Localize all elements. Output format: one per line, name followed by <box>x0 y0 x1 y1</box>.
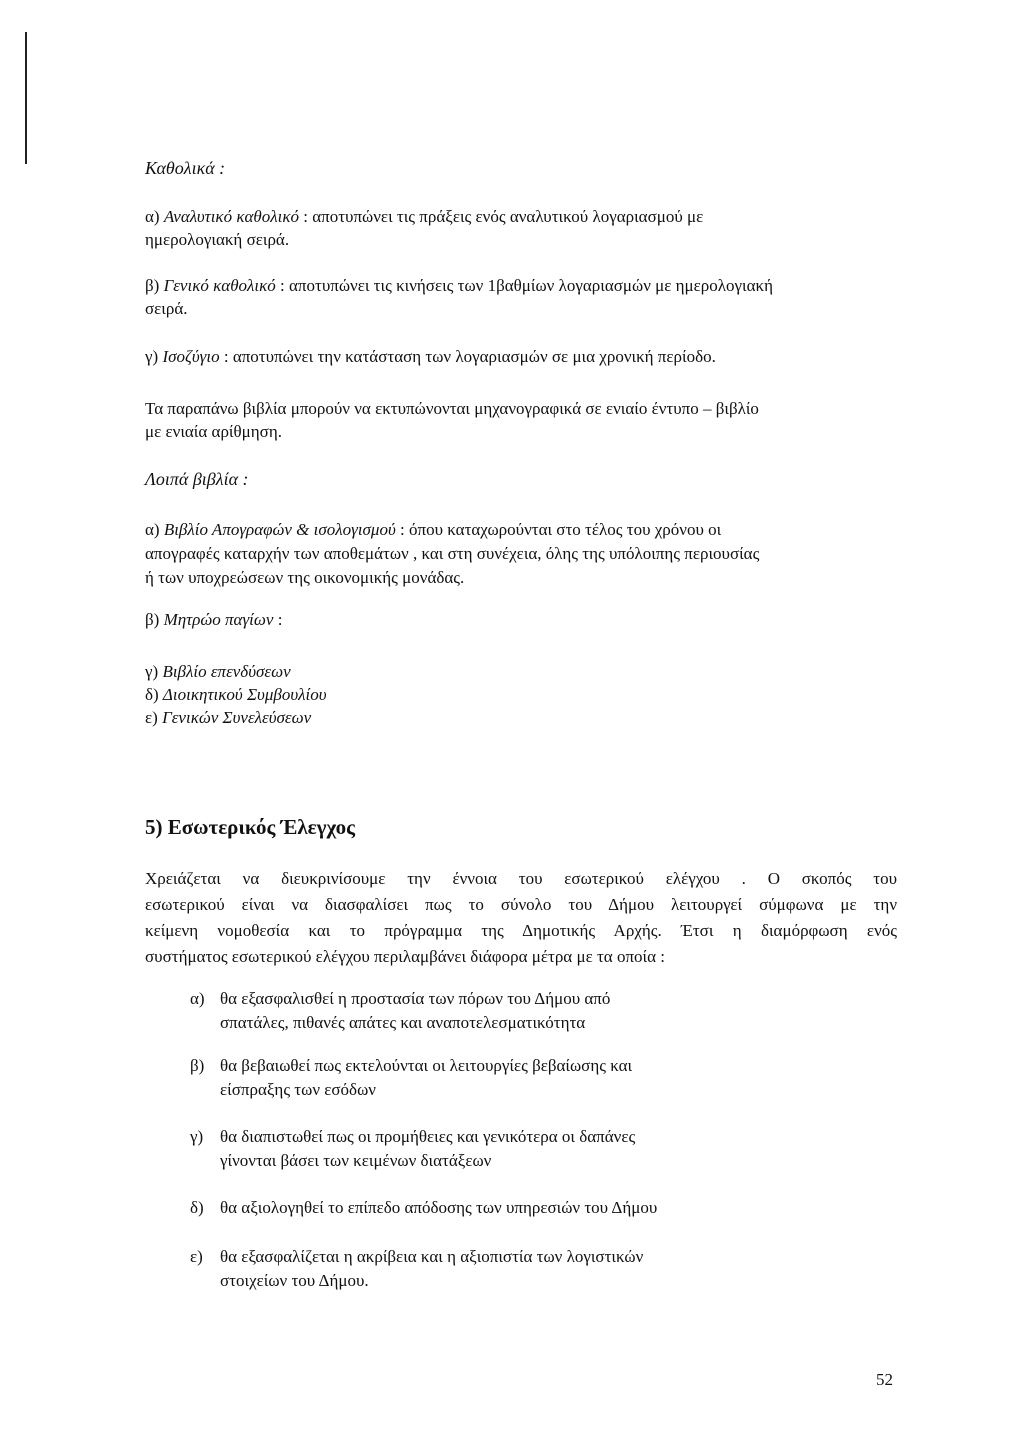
loipa-a-line3: ή των υποχρεώσεων της οικονομικής μονάδας. <box>145 568 465 587</box>
katholika-c-line1: γ) Ισοζύγιο : αποτυπώνει την κατάσταση των λογαριασμών σε μια χρονική περίοδο. <box>145 347 716 366</box>
section5-para-line: εσωτερικού είναι να διασφαλίσει πως το σύνολο του Δήμου λειτουργεί σύμφωνα με την <box>145 895 897 914</box>
loipa-d: δ) Διοικητικού Συμβουλίου <box>145 685 327 704</box>
list-item: είσπραξης των εσόδων <box>220 1080 376 1099</box>
katholika-a-line1: α) Αναλυτικό καθολικό : αποτυπώνει τις πράξεις ενός αναλυτικού λογαριασμού με <box>145 207 704 226</box>
list-item-prefix: ε) <box>190 1247 203 1266</box>
katholika-note-line1: Τα παραπάνω βιβλία μπορούν να εκτυπώνονται μηχανογραφικά σε ενιαίο έντυπο – βιβλίο <box>145 399 759 418</box>
margin-rule <box>25 32 27 164</box>
loipa-e: ε) Γενικών Συνελεύσεων <box>145 708 312 727</box>
section5-para-line: κείμενη νομοθεσία και το πρόγραμμα της Δημοτικής Αρχής. Έτσι η διαμόρφωση ενός <box>145 921 897 940</box>
katholika-note-line2: με ενιαία αρίθμηση. <box>145 422 282 441</box>
list-item: θα αξιολογηθεί το επίπεδο απόδοσης των υπηρεσιών του Δήμου <box>220 1198 658 1217</box>
list-item-prefix: γ) <box>190 1127 204 1146</box>
section5-paragraph <box>145 866 897 970</box>
katholika-a-line2: ημερολογιακή σειρά. <box>145 230 290 249</box>
list-item: θα εξασφαλίζεται η ακρίβεια και η αξιοπιστία των λογιστικών <box>220 1247 644 1266</box>
katholika-b-line2: σειρά. <box>145 299 188 318</box>
section5-para-line: συστήματος εσωτερικού ελέγχου περιλαμβάνει διάφορα μέτρα με τα οποία : <box>145 947 665 966</box>
section5-para-line: Χρειάζεται να διευκρινίσουμε την έννοια του εσωτερικού ελέγχου . Ο σκοπός του <box>145 869 897 888</box>
list-item: θα διαπιστωθεί πως οι προμήθειες και γενικότερα οι δαπάνες <box>220 1127 636 1146</box>
loipa-b: β) Μητρώο παγίων : <box>145 610 283 629</box>
list-item: γίνονται βάσει των κειμένων διατάξεων <box>220 1151 492 1170</box>
list-item: θα εξασφαλισθεί η προστασία των πόρων του Δήμου από <box>220 989 611 1008</box>
section5-title: 5) Εσωτερικός Έλεγχος <box>145 815 355 839</box>
list-item-prefix: β) <box>190 1056 205 1075</box>
loipa-c: γ) Βιβλίο επενδύσεων <box>145 662 291 681</box>
list-item: σπατάλες, πιθανές απάτες και αναποτελεσματικότητα <box>220 1013 586 1032</box>
katholika-heading: Καθολικά : <box>145 158 226 178</box>
list-item-prefix: δ) <box>190 1198 204 1217</box>
loipa-a-line2: απογραφές καταρχήν των αποθεμάτων , και στη συνέχεια, όλης της υπόλοιπης περιουσίας <box>145 544 760 563</box>
list-item-prefix: α) <box>190 989 205 1008</box>
page-number: 52 <box>876 1370 893 1389</box>
list-item: στοιχείων του Δήμου. <box>220 1271 369 1290</box>
list-item: θα βεβαιωθεί πως εκτελούνται οι λειτουργίες βεβαίωσης και <box>220 1056 633 1075</box>
loipa-a-line1: α) Βιβλίο Απογραφών & ισολογισμού : όπου καταχωρούνται στο τέλος του χρόνου οι <box>145 520 722 539</box>
katholika-b-line1: β) Γενικό καθολικό : αποτυπώνει τις κινήσεις των 1βαθμίων λογαριασμών με ημερολογιακή <box>145 276 773 295</box>
loipa-heading: Λοιπά βιβλία : <box>145 469 249 489</box>
